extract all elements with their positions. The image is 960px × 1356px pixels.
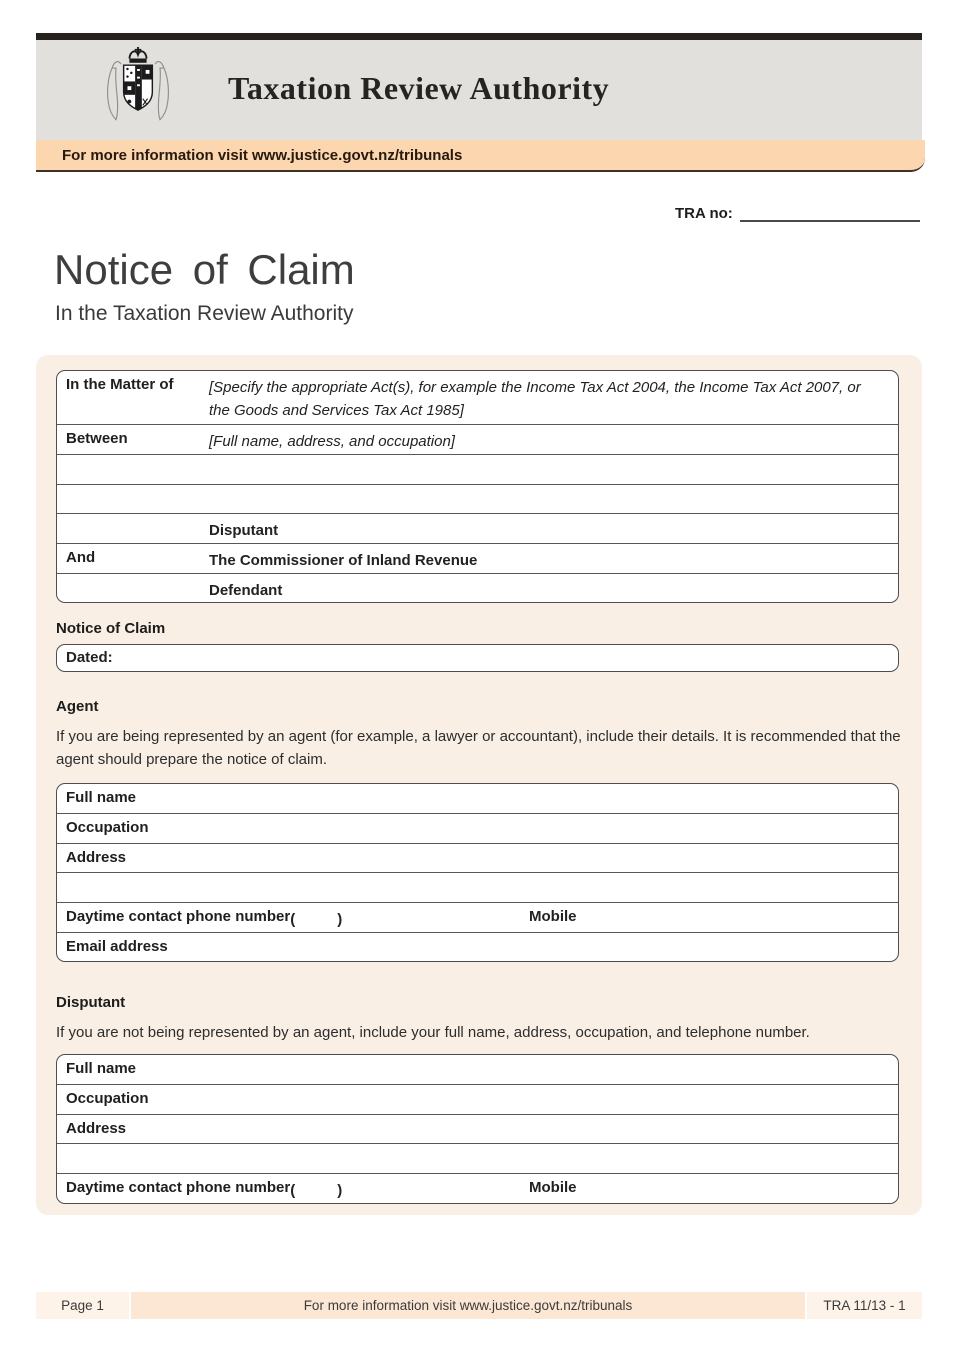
matter-row-and-commissioner — [57, 543, 898, 573]
row-label: In the Matter of — [66, 376, 174, 393]
agent-address-row[interactable] — [57, 843, 898, 872]
matter-row-disputant — [57, 513, 898, 543]
row-label: And — [66, 549, 96, 566]
paren-open: ( — [290, 911, 296, 928]
footer-page-number: Page 1 — [36, 1292, 129, 1319]
matter-row-blank-1[interactable] — [57, 454, 898, 484]
matter-row-defendant — [57, 573, 898, 602]
row-value: Defendant — [209, 582, 283, 599]
disputant-fields-table — [56, 1054, 899, 1204]
agent-full-name-row[interactable] — [57, 784, 898, 813]
agent-fields-table — [56, 783, 899, 962]
matter-row-blank-2[interactable] — [57, 484, 898, 513]
field-label: Address — [66, 849, 127, 866]
org-title: Taxation Review Authority — [228, 70, 610, 106]
agent-heading: Agent — [56, 698, 99, 715]
matter-table — [56, 370, 899, 603]
agent-occupation-row[interactable] — [57, 813, 898, 843]
field-label: Full name — [66, 1060, 137, 1077]
header-band — [36, 40, 922, 140]
disputant-heading: Disputant — [56, 994, 126, 1011]
tra-number-label: TRA no: — [675, 205, 733, 222]
field-label: Occupation — [66, 1090, 149, 1107]
disputant-phone-row[interactable] — [57, 1173, 898, 1203]
notice-of-claim-heading: Notice of Claim — [56, 620, 166, 637]
matter-row-between[interactable] — [57, 424, 898, 454]
row-value: The Commissioner of Inland Revenue — [209, 552, 478, 569]
top-accent-bar — [36, 33, 922, 40]
footer-form-code: TRA 11/13 - 1 — [807, 1292, 922, 1319]
field-label: Daytime contact phone number — [66, 1179, 291, 1196]
paren-open: ( — [290, 1182, 296, 1199]
agent-address-row-2[interactable] — [57, 872, 898, 902]
tra-number-fill-line[interactable] — [740, 204, 920, 222]
mobile-label: Mobile — [529, 1179, 577, 1196]
disputant-address-row[interactable] — [57, 1114, 898, 1143]
dated-field[interactable] — [56, 644, 899, 672]
field-label: Email address — [66, 938, 168, 955]
row-label — [57, 574, 209, 579]
info-banner-text: For more information visit www.justice.govt.nz/tribunals — [62, 147, 463, 164]
field-label: Address — [66, 1120, 127, 1137]
page-footer — [36, 1292, 922, 1319]
disputant-description: If you are not being represented by an agent, include your full name, address, occupation, and telephone number. — [56, 1024, 810, 1041]
disputant-full-name-row[interactable] — [57, 1055, 898, 1084]
row-label: Between — [66, 430, 128, 447]
row-value: Disputant — [209, 522, 279, 539]
disputant-address-row-2[interactable] — [57, 1143, 898, 1173]
form-panel — [36, 355, 922, 1215]
paren-close: ) — [337, 911, 343, 928]
info-banner — [36, 140, 925, 172]
page-subtitle: In the Taxation Review Authority — [55, 302, 354, 325]
row-label — [57, 514, 209, 519]
row-value: [Specify the appropriate Act(s), for example the Income Tax Act 2004, the Income Tax Act 2007, or the Goods and Services Tax Act 1985] — [209, 379, 861, 419]
field-label: Occupation — [66, 819, 149, 836]
paren-close: ) — [337, 1182, 343, 1199]
agent-phone-row[interactable] — [57, 902, 898, 932]
agent-description: If you are being represented by an agent (for example, a lawyer or accountant), include their details. It is recommended that the agent should prepare the notice of claim. — [56, 728, 901, 768]
page-title: Notice of Claim — [54, 246, 355, 293]
row-value: [Full name, address, and occupation] — [209, 433, 455, 450]
field-label: Full name — [66, 789, 137, 806]
matter-row-in-the-matter-of[interactable] — [57, 371, 898, 424]
nz-coat-of-arms-logo — [94, 47, 182, 135]
mobile-label: Mobile — [529, 908, 577, 925]
agent-email-row[interactable] — [57, 932, 898, 961]
disputant-occupation-row[interactable] — [57, 1084, 898, 1114]
footer-info-text: For more information visit www.justice.govt.nz/tribunals — [131, 1292, 805, 1319]
dated-label: Dated: — [66, 649, 113, 666]
tra-number-row — [675, 204, 920, 222]
field-label: Daytime contact phone number — [66, 908, 291, 925]
